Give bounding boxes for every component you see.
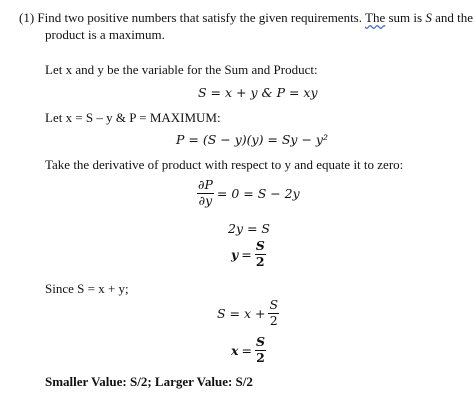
step4-eq2-numerator: S (255, 334, 265, 349)
step1-text: Let x and y be the variable for the Sum and Product: (45, 62, 318, 77)
step4-eq1-numerator: S (269, 297, 279, 312)
problem-text-the: The (365, 10, 386, 25)
step3-equation-2: 2y = S (228, 221, 270, 236)
derivative-equation (197, 177, 300, 207)
derivative-rhs: = 0 = S − 2y (216, 185, 300, 201)
eq3-numerator: S (255, 238, 265, 253)
problem-text-prefix: (1) Find two positive numbers that satisfy the given requirements. (19, 10, 366, 25)
step4-eq1-lhs: S = x + (217, 305, 266, 321)
problem-text-suffix: sum is (385, 10, 426, 25)
derivative-numerator: ∂P (198, 177, 213, 192)
derivative-denominator: ∂y (198, 192, 213, 208)
eq3-fraction (255, 240, 266, 268)
step3-equation-3 (231, 240, 266, 268)
derivative-fraction (197, 179, 214, 207)
eq3-equals: = (241, 246, 252, 262)
step4-eq1-fraction (268, 299, 279, 327)
step2-equation: P = (S − y)(y) = Sy − y² (176, 132, 328, 147)
step4-eq2-fraction (255, 336, 266, 364)
step1-equation: S = x + y & P = xy (198, 85, 318, 100)
step4-equation-1 (217, 299, 279, 327)
step4-equation-2 (231, 336, 266, 364)
step3-text: Take the derivative of product with respect to y and equate it to zero: (45, 157, 404, 172)
problem-text-end: and the (431, 10, 473, 25)
step4-eq2-lhs: x (231, 342, 239, 358)
final-answer: Smaller Value: S/2; Larger Value: S/2 (45, 374, 253, 389)
eq3-lhs: y (231, 246, 239, 262)
step2-text: Let x = S – y & P = MAXIMUM: (45, 110, 221, 125)
problem-variable-s: S (425, 10, 432, 25)
eq3-denominator: 2 (255, 253, 265, 269)
problem-line-2: product is a maximum. (45, 27, 165, 42)
step4-eq2-denominator: 2 (256, 349, 265, 365)
problem-line-1 (19, 10, 473, 26)
step4-eq2-equals: = (241, 342, 252, 358)
step4-eq1-denominator: 2 (269, 312, 278, 328)
step4-text: Since S = x + y; (45, 281, 129, 296)
